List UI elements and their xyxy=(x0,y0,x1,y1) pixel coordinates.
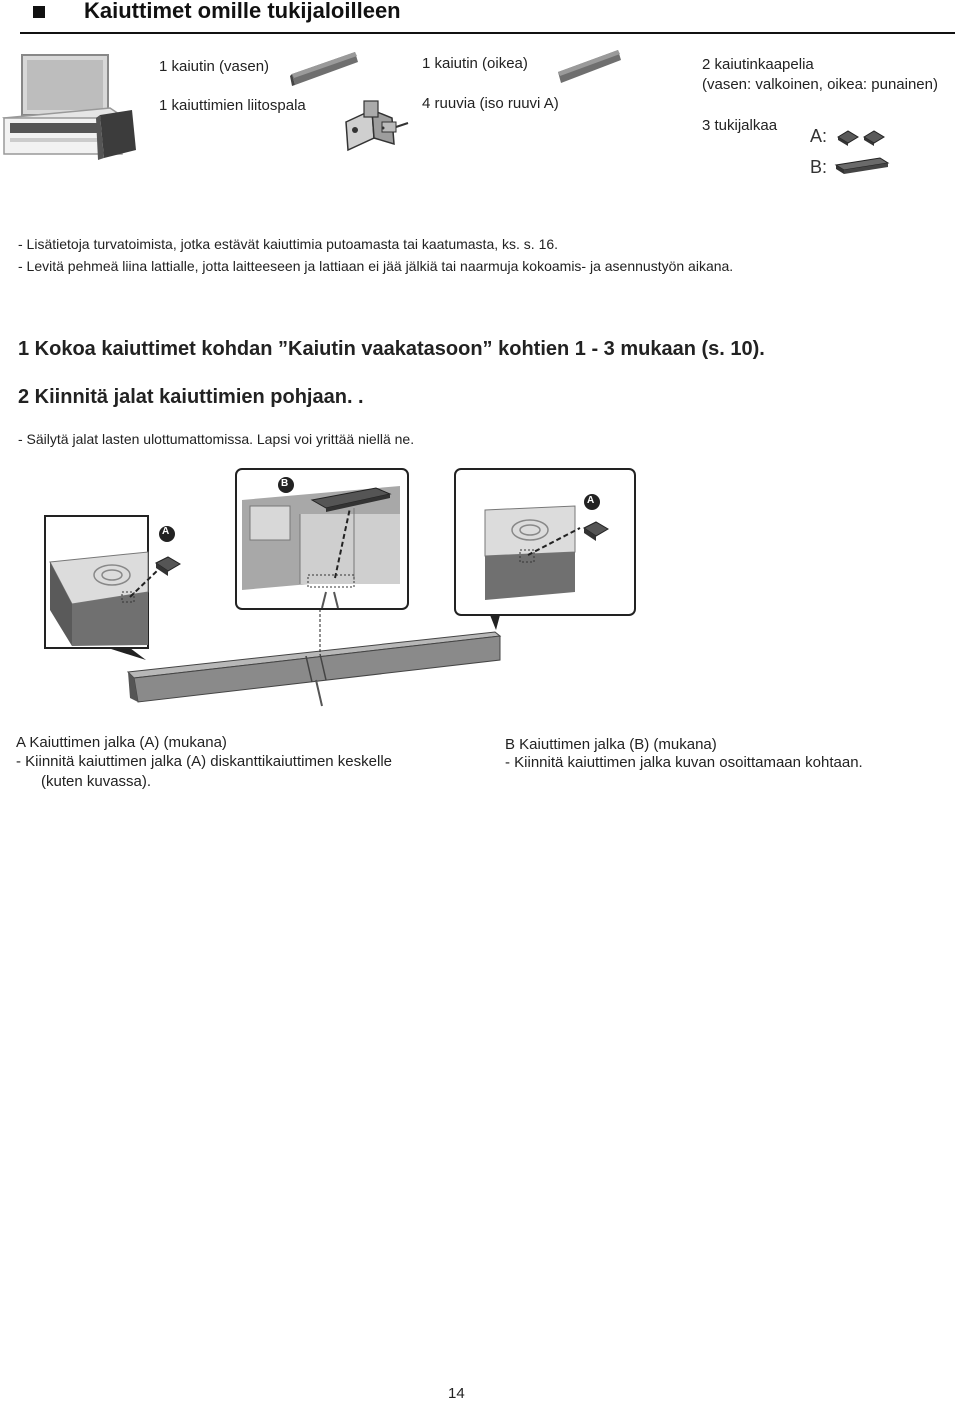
accessory-cables-detail: (vasen: valkoinen, oikea: punainen) xyxy=(702,76,938,93)
caution-item-1: - Lisätietoja turvatoimista, jotka estävät kaiuttimia putoamasta tai kaatumasta, ks. s. 16. xyxy=(18,236,559,252)
callout-a-right: A xyxy=(587,495,595,506)
accessory-right-speaker: 1 kaiutin (oikea) xyxy=(422,55,528,72)
page-number: 14 xyxy=(448,1385,465,1402)
left-speaker-illustration xyxy=(290,52,358,86)
accessory-screws: 4 ruuvia (iso ruuvi A) xyxy=(422,95,559,112)
callout-b: B xyxy=(281,478,289,489)
assembled-speaker-bar xyxy=(128,632,500,706)
accessory-left-speaker: 1 kaiutin (vasen) xyxy=(159,58,270,75)
caution-item-2: - Levitä pehmeä liina lattialle, jotta laitteeseen ja lattiaan ei jää jälkiä tai naarmuja kokoamis- ja asennustyön aikana. xyxy=(18,258,734,274)
joint-piece-illustration xyxy=(346,101,408,150)
note-b-line1: - Kiinnitä kaiuttimen jalka kuvan osoittamaan kohtaan. xyxy=(505,754,863,771)
detail-panel-right xyxy=(455,469,635,630)
foot-a-label: A: xyxy=(810,126,828,146)
accessory-feet: 3 tukijalkaa xyxy=(702,117,778,134)
note-a-line1: - Kiinnitä kaiuttimen jalka (A) diskanttikaiuttimen keskelle xyxy=(16,753,392,770)
note-b-title: B Kaiuttimen jalka (B) (mukana) xyxy=(505,736,717,753)
detail-panel-middle xyxy=(236,469,408,609)
tv-setup-illustration xyxy=(4,55,136,160)
accessory-joint: 1 kaiuttimien liitospala xyxy=(159,97,306,114)
step-note: - Säilytä jalat lasten ulottumattomissa. Lapsi voi yrittää niellä ne. xyxy=(18,431,415,447)
step-1: 1 Kokoa kaiuttimet kohdan ”Kaiutin vaakatasoon” kohtien 1 - 3 mukaan (s. 10). xyxy=(18,338,765,360)
foot-a-icons xyxy=(838,131,884,146)
foot-b-label: B: xyxy=(810,157,828,177)
foot-b-icon xyxy=(836,158,888,174)
right-speaker-illustration xyxy=(558,50,621,83)
detail-panel-left xyxy=(45,516,180,660)
callout-a-left: A xyxy=(162,526,170,537)
accessory-cables: 2 kaiutinkaapelia xyxy=(702,56,814,73)
note-a-line2: (kuten kuvassa). xyxy=(41,773,152,790)
page-title: Kaiuttimet omille tukijaloilleen xyxy=(84,0,401,23)
step-2: 2 Kiinnitä jalat kaiuttimien pohjaan. . xyxy=(18,386,364,408)
note-a-title: A Kaiuttimen jalka (A) (mukana) xyxy=(16,734,227,751)
